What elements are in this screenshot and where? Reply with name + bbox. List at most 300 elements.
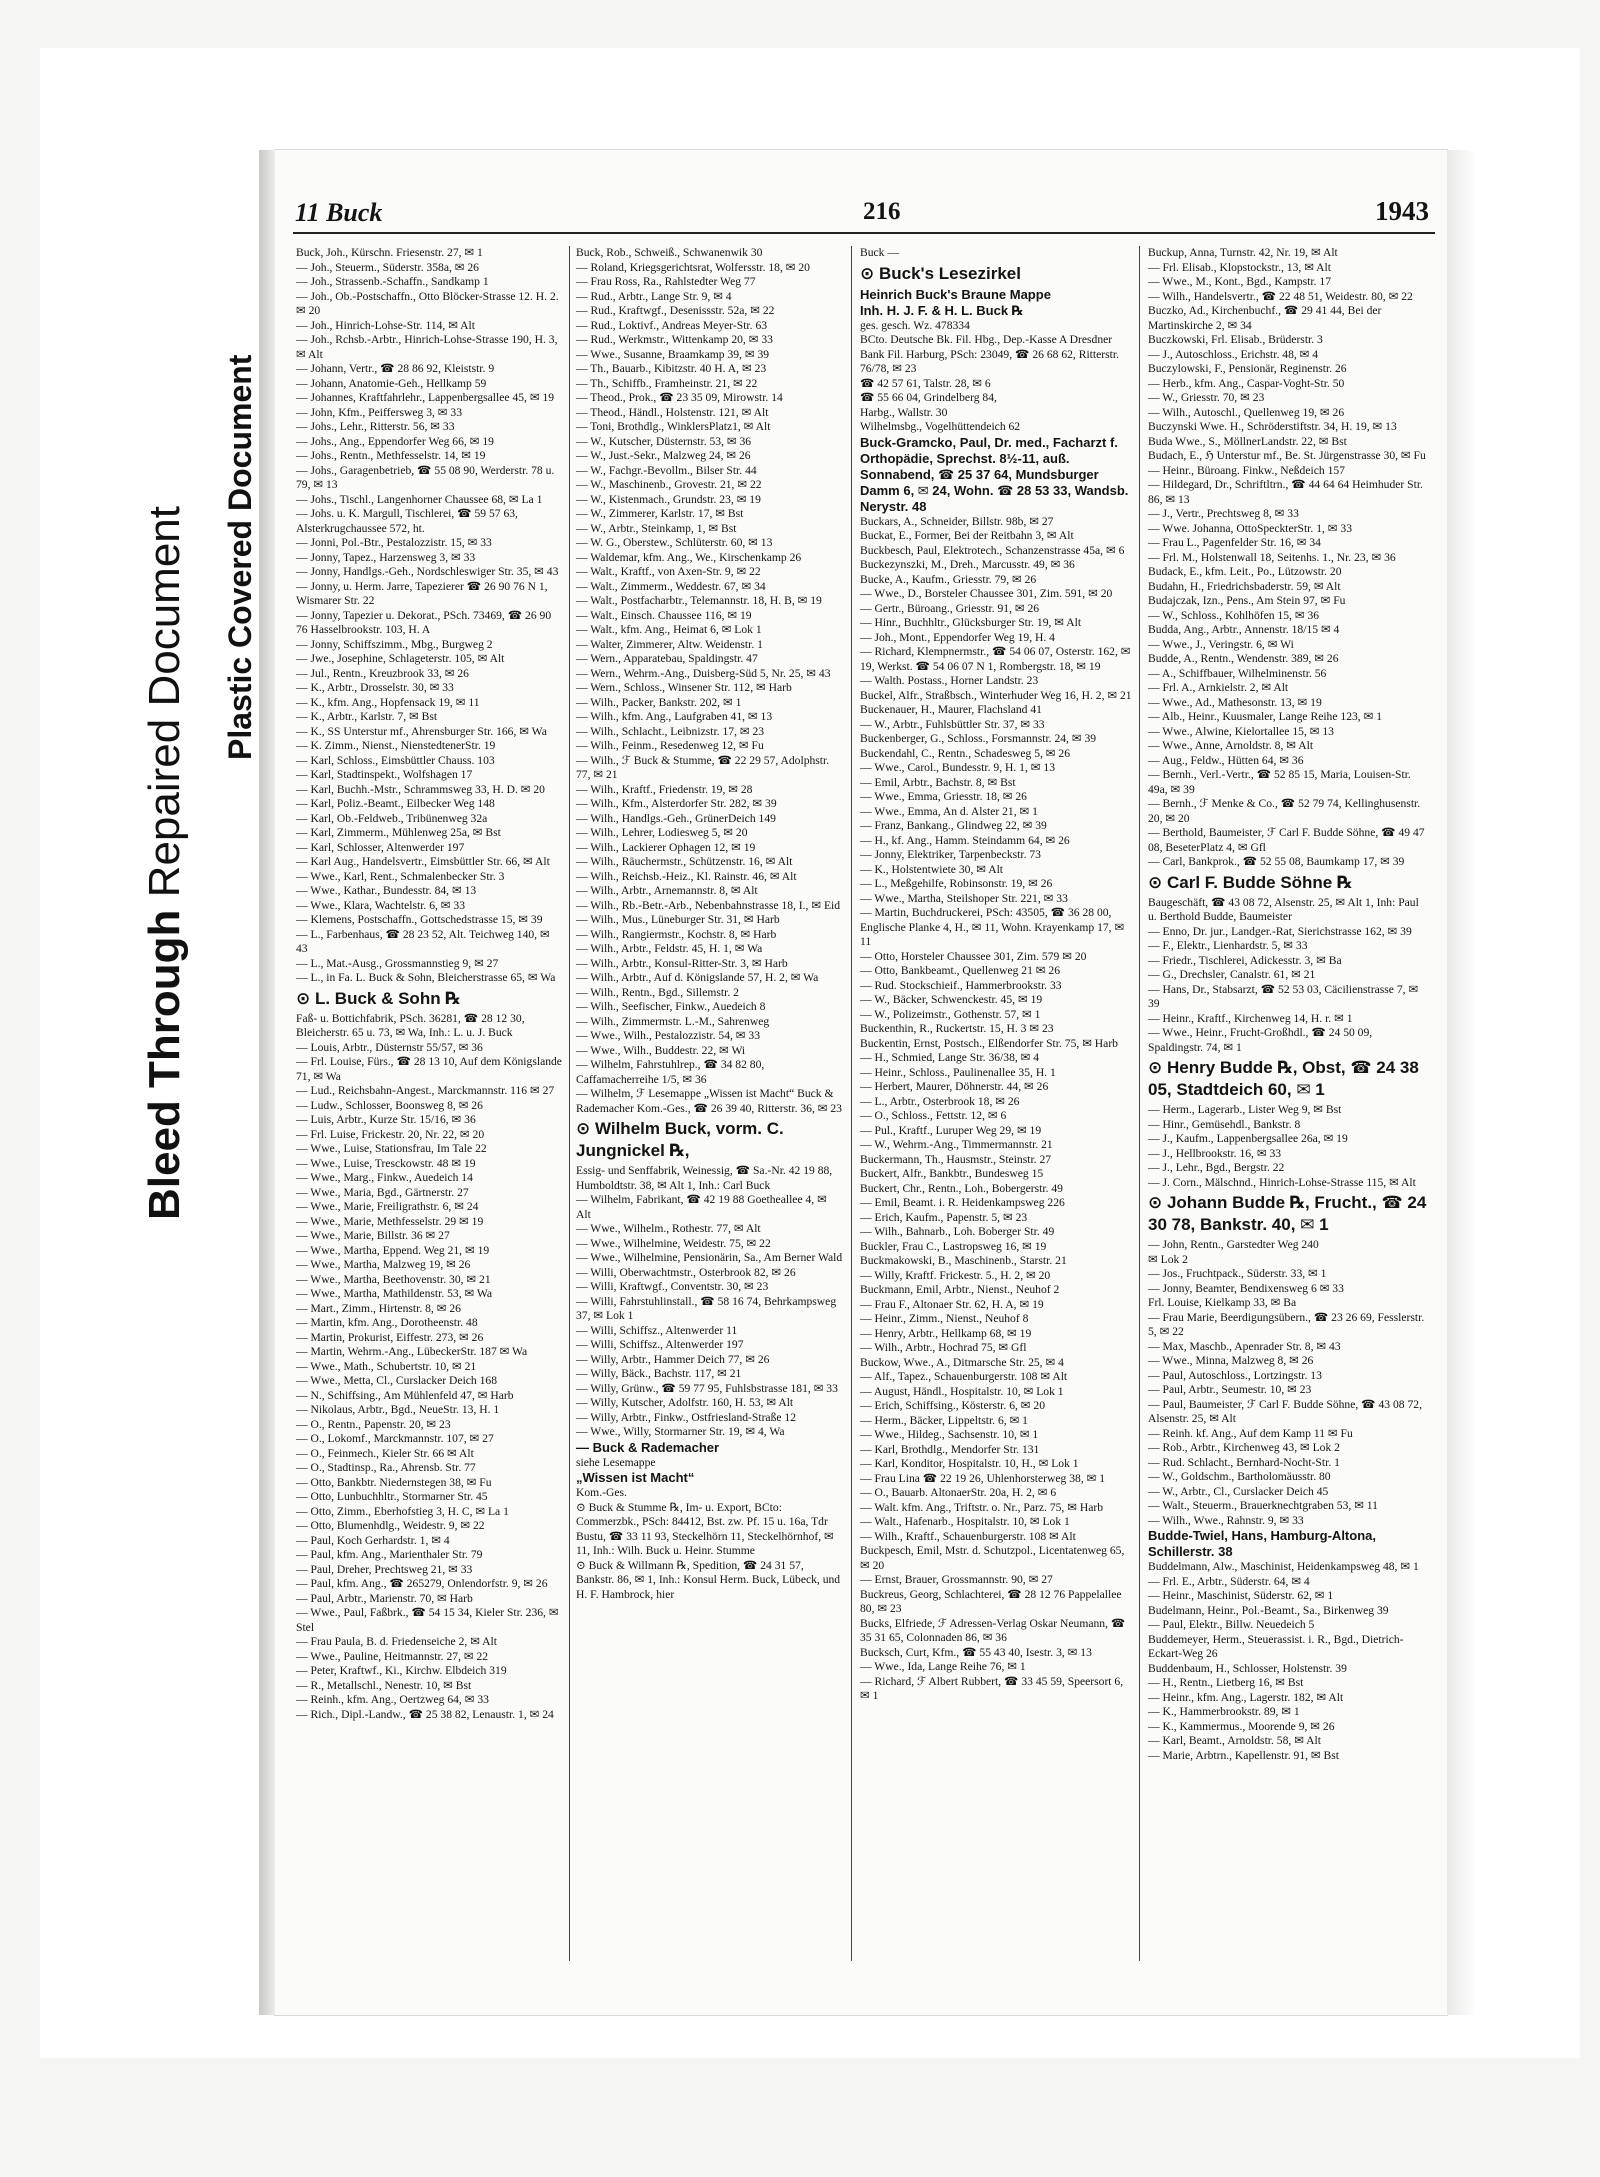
directory-entry: — Wwe., Alwine, Kielortallee 15, ✉ 13 (1148, 724, 1334, 738)
directory-entry: — Paul, Koch Gerhardstr. 1, ✉ 4 (296, 1533, 450, 1547)
directory-entry: — Wilh., Schlacht., Leibnizstr. 17, ✉ 23 (576, 724, 765, 738)
directory-entry: ⊙ Wilhelm Buck, vorm. C. Jungnickel ℞, (576, 1119, 784, 1160)
directory-entry: ⊙ Henry Budde ℞, Obst, ☎ 24 38 05, Stadtdeich 60, ✉ 1 (1148, 1058, 1419, 1099)
directory-entry: — O., Stadtinsp., Ra., Ahrensb. Str. 77 (296, 1461, 476, 1474)
directory-entry: — Frau Lina ☎ 22 19 26, Uhlenhorsterweg 38, ✉ 1 (860, 1471, 1106, 1485)
directory-entry: — Paul, Baumeister, ℱ Carl F. Budde Söhne, ☎ 43 08 72, Alsenstr. 25, ✉ Alt (1148, 1397, 1422, 1425)
directory-entry: — John, Kfm., Peiffersweg 3, ✉ 33 (296, 405, 462, 419)
directory-entry: — Wwe., Metta, Cl., Curslacker Deich 168 (296, 1374, 498, 1387)
directory-entry: — Emil, Arbtr., Bachstr. 8, ✉ Bst (860, 775, 1016, 789)
directory-entry: — F., Elektr., Lienhardstr. 5, ✉ 33 (1148, 939, 1308, 952)
directory-entry: Buck, Joh., Kürschn. Friesenstr. 27, ✉ 1 (296, 246, 483, 259)
directory-entry: — Wwe., Emma, Griesstr. 18, ✉ 26 (860, 790, 1027, 803)
directory-entry: — Wwe. Johanna, OttoSpeckterStr. 1, ✉ 33 (1148, 521, 1352, 535)
directory-entry: — Marie, Arbtrn., Kapellenstr. 91, ✉ Bst (1148, 1748, 1340, 1762)
directory-entry: — Rich., Dipl.-Landw., ☎ 25 38 82, Lenaustr. 1, ✉ 24 (296, 1707, 554, 1721)
directory-entry: Harbg., Wallstr. 30 (860, 405, 948, 419)
directory-entry: — Wwe., Luise, Stationsfrau, Im Tale 22 (296, 1142, 487, 1155)
header-year: 1943 (1375, 196, 1429, 226)
directory-entry: — Herm., Bäcker, Lippeltstr. 6, ✉ 1 (860, 1413, 1028, 1427)
directory-entry: — W., Goldschm., Bartholomäusstr. 80 (1148, 1470, 1331, 1483)
directory-entry: Buddemeyer, Herm., Steuerassist. i. R., Bgd., Dietrich-Eckart-Weg 26 (1148, 1632, 1404, 1660)
directory-entry: — Walth. Postass., Horner Landstr. 23 (860, 674, 1039, 687)
directory-entry: ⊙ Carl F. Budde Söhne ℞ (1148, 872, 1353, 892)
directory-entry: — Wwe., Carol., Bundesstr. 9, H. 1, ✉ 13 (860, 761, 1055, 774)
directory-entry: — Herbert, Maurer, Döhnerstr. 44, ✉ 26 (860, 1080, 1049, 1093)
directory-entry: — Paul, Dreher, Prechtsweg 21, ✉ 33 (296, 1562, 473, 1576)
directory-entry: Buczynski Wwe. H., Schröderstiftstr. 34, H. 19, ✉ 13 (1148, 420, 1397, 433)
directory-entry: — John, Rentn., Garstedter Weg 240 (1148, 1238, 1319, 1251)
directory-entry: — O., Rentn., Papenstr. 20, ✉ 23 (296, 1417, 451, 1431)
directory-entry: — Henry, Arbtr., Hellkamp 68, ✉ 19 (860, 1326, 1032, 1340)
directory-entry: Buczko, Ad., Kirchenbuchf., ☎ 29 41 44, Bei der Martinskirche 2, ✉ 34 (1148, 304, 1382, 332)
directory-entry: — Wwe., Martha, Eppend. Weg 21, ✉ 19 (296, 1243, 490, 1257)
directory-entry: — Frau L., Pagenfelder Str. 16, ✉ 34 (1148, 536, 1321, 549)
directory-entry: Budahn, H., Friedrichsbaderstr. 59, ✉ Alt (1148, 579, 1341, 593)
directory-entry: Budelmann, Heinr., Pol.-Beamt., Sa., Birkenweg 39 (1148, 1603, 1389, 1617)
directory-entry: — Peter, Kraftwf., Ki., Kirchw. Elbdeich 319 (296, 1664, 507, 1677)
directory-entry: — Wilh., Rentn., Bgd., Sillemstr. 2 (576, 985, 739, 999)
directory-entry: — Wilhelm, ℱ Lesemappe „Wissen ist Macht“ Buck & Rademacher Kom.-Ges., ☎ 26 39 40, Ritterstr. 36, ✉ 23 (576, 1087, 842, 1115)
directory-entry: — Wilh., Lackierer Ophagen 12, ✉ 19 (576, 840, 756, 854)
directory-entry: — Jonny, u. Herm. Jarre, Tapezierer ☎ 26 90 76 N 1, Wismarer Str. 22 (296, 579, 548, 607)
directory-entry: BCto. Deutsche Bk. Fil. Hbg., Dep.-Kasse A Dresdner Bank Fil. Harburg, PSch: 23049, ☎ 26 68 62, Ritterstr. 76/78, ✉ 23 (860, 333, 1119, 375)
directory-entry: — Wilh., Autoschl., Quellenweg 19, ✉ 26 (1148, 405, 1345, 419)
directory-entry: — Frau F., Altonaer Str. 62, H. A, ✉ 19 (860, 1297, 1044, 1311)
directory-entry: Buddelmann, Alw., Maschinist, Heidenkampsweg 48, ✉ 1 (1148, 1560, 1419, 1573)
directory-entry: Heinrich Buck's Braune Mappe (860, 286, 1051, 302)
column-rule (569, 246, 570, 1961)
directory-entry: — Frl. M., Holstenwall 18, Seitenhs. 1., Nr. 23, ✉ 36 (1148, 550, 1396, 564)
directory-entry: Frl. Louise, Kielkamp 33, ✉ Ba (1148, 1296, 1297, 1309)
directory-entry: — Otto, Zimm., Eberhofstieg 3, H. C, ✉ La 1 (296, 1504, 509, 1518)
directory-entry: — Johs., Tischl., Langenhorner Chaussee 68, ✉ La 1 (296, 492, 543, 506)
directory-entry: — Paul, Arbtr., Seumestr. 10, ✉ 23 (1148, 1383, 1312, 1396)
directory-entry: „Wissen ist Macht“ (576, 1470, 695, 1485)
directory-entry: Buckert, Alfr., Bankbtr., Bundesweg 15 (860, 1167, 1044, 1180)
directory-entry: Buckezynszki, M., Dreh., Marcusstr. 49, ✉ 36 (860, 558, 1075, 571)
directory-entry: — Hildegard, Dr., Schriftltrn., ☎ 44 64 64 Heimhuder Str. 86, ✉ 13 (1148, 478, 1423, 506)
directory-entry: — Ernst, Brauer, Grossmannstr. 90, ✉ 27 (860, 1573, 1053, 1586)
directory-entry: — K., kfm. Ang., Hopfensack 19, ✉ 11 (296, 695, 480, 709)
directory-entry: — Karl, Konditor, Hospitalstr. 10, H., ✉ Lok 1 (860, 1457, 1079, 1470)
directory-entry: — Karl, Poliz.-Beamt., Eilbecker Weg 148 (296, 797, 495, 810)
directory-entry: — K., Arbtr., Drosselstr. 30, ✉ 33 (296, 681, 454, 694)
directory-entry: — K., Hammerbrookstr. 89, ✉ 1 (1148, 1705, 1300, 1718)
directory-entry: — Luis, Arbtr., Kurze Str. 15/16, ✉ 36 (296, 1113, 476, 1126)
directory-entry: — Willi, Schiffsz., Altenwerder 197 (576, 1338, 744, 1351)
directory-entry: — Wilhelm, Fahrstuhlrep., ☎ 34 82 80, Caffamacherreihe 1/5, ✉ 36 (576, 1058, 765, 1086)
directory-entry: — Wilh., Kfm., Alsterdorfer Str. 282, ✉ 39 (576, 797, 777, 810)
directory-entry: ⊙ Buck & Willmann ℞, Spedition, ☎ 24 31 57, Bankstr. 86, ✉ 1, Inh.: Konsul Herm. Buck, Lübeck, und H. F. Hambrock, hier (576, 1558, 841, 1601)
directory-entry: Budach, E., ℌ Unterstur mf., Be. St. Jürgenstrasse 30, ✉ Fu (1148, 449, 1426, 462)
directory-entry: — J., Vertr., Prechtsweg 8, ✉ 33 (1148, 507, 1299, 520)
directory-entry: — Klemens, Postschaffn., Gottschedstrasse 15, ✉ 39 (296, 913, 543, 926)
directory-entry: — Wilh., Arbtr., Arnemannstr. 8, ✉ Alt (576, 884, 758, 897)
directory-entry: ⊙ Buck's Lesezirkel (860, 263, 1021, 283)
directory-entry: — Walt., Postfacharbtr., Telemannstr. 18, H. B, ✉ 19 (576, 594, 822, 607)
directory-entry: — Reinh., kfm. Ang., Oertzweg 64, ✉ 33 (296, 1693, 489, 1706)
directory-entry: — Walt., kfm. Ang., Heimat 6, ✉ Lok 1 (576, 623, 762, 636)
directory-entry: — Frl. Louise, Fürs., ☎ 28 13 10, Auf dem Königslande 71, ✉ Wa (296, 1055, 562, 1083)
directory-entry: — Enno, Dr. jur., Landger.-Rat, Sierichstrasse 162, ✉ 39 (1148, 924, 1412, 938)
directory-entry: Buck-Gramcko, Paul, Dr. med., Facharzt f. Orthopädie, Sprechst. 8½-11, auß. Sonnabend, ☎ 25 37 64, Mundsburger Damm 6, ✉ 24, Wohn. ☎ 28 53 33, Wandsb. Nerystr. 48 (860, 434, 1129, 514)
directory-entry: — Emil, Beamt. i. R. Heidenkampsweg 226 (860, 1196, 1065, 1209)
directory-entry: — Walter, Zimmerer, Altw. Weidenstr. 1 (576, 637, 763, 651)
directory-entry: Buckenauer, H., Maurer, Flachsland 41 (860, 703, 1042, 716)
directory-entry: — J. Corn., Mälschnd., Hinrich-Lohse-Strasse 115, ✉ Alt (1148, 1175, 1416, 1189)
directory-entry: ✉ Lok 2 (1148, 1252, 1188, 1266)
directory-entry: — Nikolaus, Arbtr., Bgd., NeueStr. 13, H. 1 (296, 1403, 500, 1416)
column-rule (1139, 246, 1140, 1961)
directory-entry: — Wilh., Kraftf., Schauenburgerstr. 108 ✉ Alt (860, 1529, 1076, 1543)
directory-entry: — August, Händl., Hospitalstr. 10, ✉ Lok 1 (860, 1384, 1064, 1398)
directory-entry: Bucke, A., Kaufm., Griesstr. 79, ✉ 26 (860, 572, 1037, 586)
directory-entry: Bucksch, Curt, Kfm., ☎ 55 43 40, Isestr. 3, ✉ 13 (860, 1645, 1092, 1659)
header-letters: 11 Buck (295, 198, 383, 227)
directory-entry: ⊙ Johann Budde ℞, Frucht., ☎ 24 30 78, Bankstr. 40, ✉ 1 (1148, 1193, 1427, 1234)
directory-entry: — Wwe., Wilh., Pestalozzistr. 54, ✉ 33 (576, 1029, 760, 1042)
directory-entry: — H., Schmied, Lange Str. 36/38, ✉ 4 (860, 1051, 1040, 1064)
directory-entry: — Martin, kfm. Ang., Dorotheenstr. 48 (296, 1316, 478, 1329)
directory-entry: — Hinr., Gemüsehdl., Bankstr. 8 (1148, 1117, 1301, 1131)
directory-entry: — Wwe., Emma, An d. Alster 21, ✉ 1 (860, 804, 1038, 818)
directory-entry: — Wwe., Marg., Finkw., Auedeich 14 (296, 1171, 473, 1184)
directory-entry: — Mart., Zimm., Hirtenstr. 8, ✉ 26 (296, 1301, 461, 1315)
directory-entry: — Johs., Rentn., Methfesselstr. 14, ✉ 19 (296, 449, 486, 462)
directory-entry: — Wwe., Paul, Faßbrk., ☎ 54 15 34, Kieler Str. 236, ✉ Stel (296, 1606, 559, 1634)
directory-entry: — Waldemar, kfm. Ang., We., Kirschenkamp 26 (576, 550, 802, 564)
directory-entry: — Frau Ross, Ra., Rahlstedter Weg 77 (576, 275, 756, 288)
directory-entry: Buckler, Frau C., Lastropsweg 16, ✉ 19 (860, 1239, 1047, 1253)
directory-entry: Budda, Ang., Arbtr., Annenstr. 18/15 ✉ 4 (1148, 623, 1340, 636)
directory-entry: — Karl Aug., Handelsvertr., Eimsbüttler Str. 66, ✉ Alt (296, 855, 550, 868)
directory-entry: Buckendahl, C., Rentn., Schadesweg 5, ✉ 26 (860, 746, 1070, 760)
directory-entry: — Rud. Schlacht., Bernhard-Nocht-Str. 1 (1148, 1455, 1340, 1469)
side-label-bleed: Bleed Through (140, 909, 189, 1220)
directory-entry: — Willy, Kraftf. Frickestr. 5., H. 2, ✉ 20 (860, 1268, 1051, 1282)
directory-entry: Buckert, Chr., Rentn., Loh., Bobergerstr. 49 (860, 1181, 1063, 1195)
directory-entry: — Karl, Stadtinspekt., Wolfshagen 17 (296, 768, 473, 781)
directory-entry: — J., Lehr., Bgd., Bergstr. 22 (1148, 1161, 1285, 1174)
directory-entry: — Otto, Horsteler Chaussee 301, Zim. 579 ✉ 20 (860, 949, 1087, 963)
directory-entry: — L., Mat.-Ausg., Grossmannstieg 9, ✉ 27 (296, 956, 499, 970)
side-label-bleed-repaired (140, 506, 190, 1220)
directory-entry: — Joh., Strassenb.-Schaffn., Sandkamp 1 (296, 275, 489, 288)
directory-entry: — Wilh., Packer, Bankstr. 202, ✉ 1 (576, 695, 742, 709)
directory-entry: Buckenthin, R., Ruckertstr. 15, H. 3 ✉ 23 (860, 1022, 1054, 1035)
directory-entry: — H., kf. Ang., Hamm. Steindamm 64, ✉ 26 (860, 833, 1070, 847)
directory-entry: — Wwe., J., Veringstr. 6, ✉ Wi (1148, 637, 1294, 651)
directory-entry: — Richard, ℱ Albert Rubbert, ☎ 33 45 59, Speersort 6, ✉ 1 (860, 1674, 1124, 1702)
header-page-number: 216 (863, 198, 901, 225)
directory-entry: — W., Kutscher, Düsternstr. 53, ✉ 36 (576, 434, 752, 448)
directory-entry: Buczylowski, F., Pensionär, Reginenstr. 26 (1148, 362, 1347, 375)
directory-entry: ⊙ L. Buck & Sohn ℞ (296, 988, 461, 1008)
directory-entry: — Willy, Kutscher, Adolfstr. 160, H. 53, ✉ Alt (576, 1396, 794, 1409)
directory-entry: — Wwe., Wilhelmine, Weidestr. 75, ✉ 22 (576, 1236, 771, 1250)
directory-entry: — Wilh., Arbtr., Feldstr. 45, H. 1, ✉ Wa (576, 942, 763, 955)
directory-entry: Baugeschäft, ☎ 43 08 72, Alsenstr. 25, ✉ Alt 1, Inh: Paul u. Berthold Budde, Baumeister (1148, 895, 1419, 923)
directory-entry: — Jul., Rentn., Kreuzbrook 33, ✉ 26 (296, 666, 469, 680)
directory-entry: — Joh., Rchsb.-Arbtr., Hinrich-Lohse-Strasse 190, H. 3, ✉ Alt (296, 333, 558, 361)
page-header (293, 196, 1435, 234)
directory-entry: — Wilh., kfm. Ang., Laufgraben 41, ✉ 13 (576, 710, 773, 723)
directory-entry: — Hans, Dr., Stabsarzt, ☎ 52 53 03, Cäcilienstrasse 7, ✉ 39 (1148, 982, 1419, 1010)
directory-entry: — Wwe., M., Kont., Bgd., Kampstr. 17 (1148, 275, 1332, 288)
directory-entry: — Wwe., Karl, Rent., Schmalenbecker Str. 3 (296, 869, 505, 883)
directory-entry: — Wwe., Kathar., Bundesstr. 84, ✉ 13 (296, 884, 477, 897)
directory-column-3 (859, 246, 1134, 1976)
directory-entry: — Wern., Wehrm.-Ang., Duisberg-Süd 5, Nr. 25, ✉ 43 (576, 666, 831, 680)
directory-entry: — O., Feinmech., Kieler Str. 66 ✉ Alt (296, 1446, 474, 1460)
directory-entry: — Walt., Kraftf., von Axen-Str. 9, ✉ 22 (576, 565, 761, 578)
directory-entry: — Wilh., Lehrer, Lodiesweg 5, ✉ 20 (576, 826, 748, 839)
directory-entry: — W., Schloss., Kohlhöfen 15, ✉ 36 (1148, 608, 1320, 622)
directory-entry: — Rud. Stockschieif., Hammerbrookstr. 33 (860, 978, 1062, 992)
directory-entry: — Jos., Fruchtpack., Süderstr. 33, ✉ 1 (1148, 1267, 1327, 1280)
directory-entry: — H., Rentn., Lietberg 16, ✉ Bst (1148, 1676, 1304, 1689)
column-rule (851, 246, 852, 1961)
directory-entry: Kom.-Ges. (576, 1486, 627, 1499)
directory-entry: — Heinr., Kraftf., Kirchenweg 14, H. r. ✉ 1 (1148, 1011, 1353, 1025)
directory-entry: — Willy, Bäck., Bachstr. 117, ✉ 21 (576, 1367, 742, 1380)
side-label-plastic: Plastic Covered Document (222, 354, 258, 760)
directory-entry: Inh. H. J. F. & H. L. Buck ℞ (860, 302, 1024, 318)
directory-entry: Buckars, A., Schneider, Billstr. 98b, ✉ 27 (860, 514, 1054, 528)
directory-entry: — Frau Paula, B. d. Friedenseiche 2, ✉ Alt (296, 1635, 497, 1648)
directory-entry: — Wwe., D., Borsteler Chaussee 301, Zim. 591, ✉ 20 (860, 587, 1113, 600)
directory-entry: — Wilhelm, Fabrikant, ☎ 42 19 88 Goetheallee 4, ✉ Alt (576, 1193, 827, 1221)
directory-entry: — W., Griesstr. 70, ✉ 23 (1148, 391, 1265, 404)
directory-entry: — Wwe., Luise, Tresckowstr. 48 ✉ 19 (296, 1156, 476, 1170)
directory-entry: — L., in Fa. L. Buck & Sohn, Bleicherstrasse 65, ✉ Wa (296, 971, 556, 984)
directory-entry: — Wwe., Pauline, Heitmannstr. 27, ✉ 22 (296, 1649, 489, 1663)
directory-entry: — Frau Marie, Beerdigungsübern., ☎ 23 26 69, Fesslerstr. 5, ✉ 22 (1148, 1310, 1425, 1338)
directory-column-1 (295, 246, 563, 1976)
directory-entry: — J., Kaufm., Lappenbergsallee 26a, ✉ 19 (1148, 1132, 1348, 1145)
directory-entry: — W., Wehrm.-Ang., Timmermannstr. 21 (860, 1138, 1053, 1151)
directory-entry: — Rob., Arbtr., Kirchenweg 43, ✉ Lok 2 (1148, 1441, 1340, 1454)
directory-entry: — Walt., Steuerm., Brauerknechtgraben 53, ✉ 11 (1148, 1499, 1378, 1512)
directory-entry: — W., Kistenmach., Grundstr. 23, ✉ 19 (576, 492, 761, 506)
directory-entry: — Martin, Wehrm.-Ang., LübeckerStr. 187 ✉ Wa (296, 1345, 528, 1358)
directory-entry: — Reinh. kf. Ang., Auf dem Kamp 11 ✉ Fu (1148, 1426, 1353, 1440)
directory-entry: — Wwe., Martha, Mathildenstr. 53, ✉ Wa (296, 1287, 493, 1300)
directory-entry: — Johs., Ang., Eppendorfer Weg 66, ✉ 19 (296, 434, 494, 448)
directory-entry: — Willy, Arbtr., Finkw., Ostfriesland-Straße 12 (576, 1410, 797, 1424)
directory-entry: — G., Drechsler, Canalstr. 61, ✉ 21 (1148, 968, 1316, 981)
directory-entry: — Pul., Kraftf., Luruper Weg 29, ✉ 19 (860, 1123, 1042, 1137)
directory-entry: — Heinr., kfm. Ang., Lagerstr. 182, ✉ Alt (1148, 1690, 1344, 1704)
directory-entry: — W., Zimmerer, Karlstr. 17, ✉ Bst (576, 507, 744, 520)
directory-entry: — Heinr., Schloss., Paulinenallee 35, H. 1 (860, 1065, 1056, 1079)
directory-entry: — Willi, Oberwachtmstr., Osterbrook 82, ✉ 26 (576, 1265, 796, 1279)
directory-entry: — Wilh., Arbtr., Auf d. Königslande 57, H. 2, ✉ Wa (576, 971, 819, 984)
directory-entry: — Max, Maschb., Apenrader Str. 8, ✉ 43 (1148, 1339, 1341, 1353)
directory-entry: — Karl, Brothdlg., Mendorfer Str. 131 (860, 1442, 1040, 1456)
directory-entry: — Alf., Tapez., Schauenburgerstr. 108 ✉ Alt (860, 1370, 1068, 1383)
directory-entry: — Frl. Elisab., Klopstockstr., 13, ✉ Alt (1148, 260, 1331, 274)
directory-entry: Budde-Twiel, Hans, Hamburg-Altona, Schillerstr. 38 (1148, 1528, 1376, 1559)
directory-entry: — Wwe., Marie, Freiligrathstr. 6, ✉ 24 (296, 1200, 479, 1213)
directory-entry: — W. G., Oberstew., Schlüterstr. 60, ✉ 13 (576, 536, 773, 549)
directory-entry: — Herm., Lagerarb., Lister Weg 9, ✉ Bst (1148, 1103, 1342, 1116)
directory-entry: — Willi, Fahrstuhlinstall., ☎ 58 16 74, Behrkampsweg 37, ✉ Lok 1 (576, 1294, 837, 1322)
directory-entry: Buckbesch, Paul, Elektrotech., Schanzenstrasse 45a, ✉ 6 (860, 543, 1125, 557)
directory-entry: — Jonny, Handlgs.-Geh., Nordschleswiger Str. 35, ✉ 43 (296, 565, 559, 578)
directory-entry: — Frl. Luise, Frickestr. 20, Nr. 22, ✉ 20 (296, 1127, 485, 1141)
directory-entry: — O., Bauarb. AltonaerStr. 20a, H. 2, ✉ 6 (860, 1486, 1057, 1499)
directory-entry: — Wilh., Räuchermstr., Schützenstr. 16, ✉ Alt (576, 855, 793, 868)
directory-entry: ges. gesch. Wz. 478334 (860, 318, 970, 332)
directory-entry: — K., SS Unterstur mf., Ahrensburger Str. 166, ✉ Wa (296, 724, 547, 738)
directory-entry: — Wwe., Martha, Beethovenstr. 30, ✉ 21 (296, 1272, 491, 1286)
side-label-repaired: Repaired Document (140, 506, 189, 898)
directory-entry: ⊙ Buck & Stumme ℞, Im- u. Export, BCto: Commerzbk., PSch: 84412, Bst. zw. Pf. 15 u. 16a, Tdr Bustu, ☎ 33 11 93, Steckelhörn 11, Steckelhörnhof, ✉ 11, Inh.: Wilh. Buck u. Heinr. Stumme (576, 1500, 834, 1557)
directory-entry: — Wwe., Wilhelm., Rothestr. 77, ✉ Alt (576, 1222, 761, 1235)
directory-entry: Buckmakowski, B., Maschinenb., Starstr. 21 (860, 1254, 1067, 1267)
directory-entry: — Wilh., Feinm., Resedenweg 12, ✉ Fu (576, 739, 764, 752)
directory-entry: — Wwe., Wilhelmine, Pensionärin, Sa., Am Berner Wald (576, 1251, 843, 1264)
directory-entry: — Wilh., Handelsvertr., ☎ 22 48 51, Weidestr. 80, ✉ 22 (1148, 289, 1413, 303)
directory-entry: — Paul, Autoschloss., Lortzingstr. 13 (1148, 1368, 1322, 1382)
directory-entry: — Wilh., Zimmermstr. L.-M., Sahrenweg (576, 1014, 770, 1028)
directory-entry: — Wilh., Rangiermstr., Kochstr. 8, ✉ Harb (576, 927, 777, 941)
directory-entry: — Martin, Prokurist, Eiffestr. 273, ✉ 26 (296, 1330, 484, 1344)
directory-entry: — Walt., Einsch. Chaussee 116, ✉ 19 (576, 608, 752, 622)
directory-entry: — Wwe., Ad., Mathesonstr. 13, ✉ 19 (1148, 695, 1322, 709)
directory-entry: — Heinr., Büroang. Finkw., Neßdeich 157 (1148, 463, 1345, 477)
directory-entry: — W., Arbtr., Fuhlsbüttler Str. 37, ✉ 33 (860, 717, 1045, 731)
directory-entry: Essig- und Senffabrik, Weinessig, ☎ Sa.-Nr. 42 19 88, Humboldtstr. 38, ✉ Alt 1, Inh.: Carl Buck (576, 1164, 833, 1192)
directory-entry: — K., Kammermus., Moorende 9, ✉ 26 (1148, 1719, 1335, 1733)
directory-entry: — Wwe., Ida, Lange Reihe 76, ✉ 1 (860, 1660, 1026, 1673)
directory-entry: — Jonni, Pol.-Btr., Pestalozzistr. 15, ✉ 33 (296, 536, 492, 549)
directory-entry: — Frl. A., Arnkielstr. 2, ✉ Alt (1148, 681, 1289, 694)
directory-entry: — Walt., Zimmerm., Weddestr. 67, ✉ 34 (576, 579, 766, 593)
directory-entry: — Gertr., Büroang., Griesstr. 91, ✉ 26 (860, 601, 1040, 615)
directory-entry: — Jonny, Tapez., Harzensweg 3, ✉ 33 (296, 550, 476, 564)
directory-entry: — J., Hellbrookstr. 16, ✉ 33 (1148, 1146, 1282, 1160)
directory-entry: — Jonny, Tapezier u. Dekorat., PSch. 73469, ☎ 26 90 76 Hasselbrookstr. 103, H. A (296, 608, 552, 636)
directory-entry: — Karl, Schlosser, Altenwerder 197 (296, 840, 465, 854)
directory-entry: — L., Meßgehilfe, Robinsonstr. 19, ✉ 26 (860, 877, 1053, 890)
directory-entry: — Rud., Loktivf., Andreas Meyer-Str. 63 (576, 318, 768, 332)
directory-entry: — Karl, Ob.-Feldweb., Tribünenweg 32a (296, 811, 488, 825)
directory-entry: — Heinr., Maschinist, Süderstr. 62, ✉ 1 (1148, 1589, 1334, 1602)
directory-entry: — Willy, Arbtr., Hammer Deich 77, ✉ 26 (576, 1352, 770, 1366)
directory-entry: Buckpesch, Emil, Mstr. d. Schutzpol., Licentatenweg 65, ✉ 20 (860, 1544, 1125, 1572)
directory-entry: — Martin, Buchdruckerei, PSch: 43505, ☎ 36 28 00, Englische Planke 4, H., ✉ 11, Wohn. Krayenkamp 17, ✉ 11 (860, 906, 1125, 948)
directory-entry: — Hinr., Buchhltr., Glücksburger Str. 19, ✉ Alt (860, 616, 1082, 629)
directory-page (275, 150, 1447, 2015)
directory-entry: — Johs., Lehr., Ritterstr. 56, ✉ 33 (296, 420, 455, 433)
directory-entry: — Wwe., Susanne, Braamkamp 39, ✉ 39 (576, 347, 770, 361)
directory-entry: — Th., Schiffb., Framheinstr. 21, ✉ 22 (576, 376, 758, 390)
directory-entry: — O., Schloss., Fettstr. 12, ✉ 6 (860, 1109, 1007, 1122)
directory-entry: Buckat, E., Former, Bei der Reitbahn 3, ✉ Alt (860, 529, 1074, 542)
directory-entry: — Carl, Bankprok., ☎ 52 55 08, Baumkamp 17, ✉ 39 (1148, 855, 1405, 868)
directory-entry: — Wern., Schloss., Winsener Str. 112, ✉ Harb (576, 681, 792, 694)
directory-entry: — Erich, Kaufm., Papenstr. 5, ✉ 23 (860, 1210, 1028, 1224)
directory-entry: — Wwe., Hildeg., Sachsenstr. 10, ✉ 1 (860, 1428, 1039, 1441)
directory-entry: — Johannes, Kraftfahrlehr., Lappenbergsallee 45, ✉ 19 (296, 391, 555, 404)
directory-entry: — Wilh., ℱ Buck & Stumme, ☎ 22 29 57, Adolphstr. 77, ✉ 21 (576, 753, 830, 781)
directory-entry: Bucks, Elfriede, ℱ Adressen-Verlag Oskar Neumann, ☎ 35 31 65, Colonnaden 86, ✉ 36 (860, 1616, 1126, 1644)
directory-entry: — Bernh., ℱ Menke & Co., ☎ 52 79 74, Kellinghusenstr. 20, ✉ 20 (1148, 797, 1421, 825)
directory-entry: — Karl, Buchh.-Mstr., Schrammsweg 33, H. D. ✉ 20 (296, 782, 545, 796)
directory-entry: — Lud., Reichsbahn-Angest., Marckmannstr. 116 ✉ 27 (296, 1084, 555, 1097)
directory-entry: — Paul, Arbtr., Marienstr. 70, ✉ Harb (296, 1591, 473, 1605)
directory-entry: — N., Schiffsing., Am Mühlenfeld 47, ✉ Harb (296, 1388, 514, 1402)
directory-entry: — A., Schiffbauer, Wilhelminenstr. 56 (1148, 666, 1327, 680)
directory-entry: — Willi, Kraftwgf., Conventstr. 30, ✉ 23 (576, 1280, 769, 1293)
directory-entry: — W., Bäcker, Schwenckestr. 45, ✉ 19 (860, 993, 1043, 1006)
directory-entry: — Wwe., Minna, Malzweg 8, ✉ 26 (1148, 1354, 1314, 1367)
directory-entry: Buckmann, Emil, Arbtr., Nienst., Neuhof 2 (860, 1283, 1060, 1296)
directory-column-4 (1147, 246, 1429, 1976)
directory-entry: ☎ 42 57 61, Talstr. 28, ✉ 6 (860, 376, 991, 390)
directory-entry: Buckow, Wwe., A., Ditmarsche Str. 25, ✉ 4 (860, 1355, 1064, 1369)
directory-entry: — Joh., Ob.-Postschaffn., Otto Blöcker-Strasse 12. H. 2. ✉ 20 (296, 289, 559, 317)
directory-entry: — Wwe., Martha, Steilshoper Str. 221, ✉ 33 (860, 891, 1068, 905)
directory-entry: — Walt., Hafenarb., Hospitalstr. 10, ✉ Lok 1 (860, 1515, 1070, 1528)
directory-entry: — Wilh., Mus., Lüneburger Str. 31, ✉ Harb (576, 913, 780, 926)
directory-entry: — W., Arbtr., Cl., Curslacker Deich 45 (1148, 1484, 1329, 1498)
directory-entry: — Wilh., Bahnarb., Loh. Boberger Str. 49 (860, 1225, 1055, 1238)
directory-entry: — Berthold, Baumeister, ℱ Carl F. Budde Söhne, ☎ 49 47 08, BeseterPlatz 4, ✉ Gfl (1148, 826, 1425, 854)
directory-entry: — Bernh., Verl.-Vertr., ☎ 52 85 15, Maria, Louisen-Str. 49a, ✉ 39 (1148, 768, 1411, 796)
directory-entry: — Rud., Kraftwgf., Desenissstr. 52a, ✉ 22 (576, 304, 775, 317)
directory-entry: — Richard, Klempnermstr., ☎ 54 06 07, Osterstr. 162, ✉ 19, Werkst. ☎ 54 06 07 N 1, Rombergstr. 18, ✉ 19 (860, 645, 1131, 673)
directory-entry: Buck, Rob., Schweiß., Schwanenwik 30 (576, 246, 763, 259)
directory-entry: — Wilh., Arbtr., Konsul-Ritter-Str. 3, ✉ Harb (576, 956, 788, 970)
directory-entry: — Wilh., Kraftf., Friedenstr. 19, ✉ 28 (576, 782, 753, 796)
directory-entry: — Alb., Heinr., Kuusmaler, Lange Reihe 123, ✉ 1 (1148, 710, 1382, 723)
directory-entry: — Wilh., Reichsb.-Heiz., Kl. Rainstr. 46, ✉ Alt (576, 869, 797, 883)
directory-entry: — W., Arbtr., Steinkamp, 1, ✉ Bst (576, 521, 737, 535)
directory-entry: Buczkowski, Frl. Elisab., Brüderstr. 3 (1148, 333, 1323, 346)
directory-entry: — Karl, Beamt., Arnoldstr. 58, ✉ Alt (1148, 1734, 1321, 1747)
directory-entry: — Louis, Arbtr., Düsternstr 55/57, ✉ 36 (296, 1040, 483, 1054)
directory-entry: Buckenberger, G., Schloss., Forsmannstr. 24, ✉ 39 (860, 732, 1097, 745)
directory-entry: Buckel, Alfr., Straßbsch., Winterhuder Weg 16, H. 2, ✉ 21 (860, 688, 1132, 702)
directory-entry: — O., Lokomf., Marckmannstr. 107, ✉ 27 (296, 1432, 494, 1445)
directory-entry: — Wwe., Heinr., Frucht-Großhdl., ☎ 24 50 09, Spaldingstr. 74, ✉ 1 (1148, 1026, 1373, 1054)
directory-entry: — W., Just.-Sekr., Malzweg 24, ✉ 26 (576, 449, 751, 462)
directory-entry: — Karl, Zimmerm., Mühlenweg 25a, ✉ Bst (296, 826, 501, 839)
directory-entry: — Theod., Prok., ☎ 23 35 09, Mirowstr. 14 (576, 391, 783, 404)
directory-entry: — Th., Bauarb., Kibitzstr. 40 H. A, ✉ 23 (576, 362, 767, 375)
directory-entry: — Erich, Schiffsing., Kösterstr. 6, ✉ 20 (860, 1399, 1046, 1412)
directory-entry: Wilhelmsbg., Vogelhüttendeich 62 (860, 420, 1021, 433)
directory-entry: — Herb., kfm. Ang., Caspar-Voght-Str. 50 (1148, 376, 1345, 390)
directory-entry: — Ludw., Schlosser, Boonsweg 8, ✉ 26 (296, 1098, 483, 1112)
directory-entry: — J., Autoschloss., Erichstr. 48, ✉ 4 (1148, 347, 1319, 361)
directory-entry: — Aug., Feldw., Hütten 64, ✉ 36 (1148, 753, 1304, 767)
directory-entry: Faß- u. Bottichfabrik, PSch. 36281, ☎ 28 12 30, Bleicherstr. 65 u. 73, ✉ Wa, Inh.: L. u. J. Buck (296, 1011, 525, 1039)
directory-entry: — Johs. u. K. Margull, Tischlerei, ☎ 59 57 63, Alsterkrugchaussee 572, ht. (296, 507, 518, 535)
directory-entry: — Jwe., Josephine, Schlageterstr. 105, ✉ Alt (296, 652, 505, 665)
directory-entry: — K., Arbtr., Karlstr. 7, ✉ Bst (296, 710, 438, 723)
directory-entry: — Wwe., Willy, Stormarner Str. 19, ✉ 4, Wa (576, 1425, 785, 1438)
directory-entry: — Paul, kfm. Ang., ☎ 265279, Onlendorfstr. 9, ✉ 26 (296, 1577, 548, 1590)
directory-entry: — Joh., Mont., Eppendorfer Weg 19, H. 4 (860, 630, 1055, 644)
directory-entry: — Jonny, Elektriker, Tarpenbeckstr. 73 (860, 848, 1041, 861)
directory-entry: — L., Farbenhaus, ☎ 28 23 52, Alt. Teichweg 140, ✉ 43 (296, 927, 550, 955)
directory-entry: — K., Holstentwiete 30, ✉ Alt (860, 862, 1004, 876)
